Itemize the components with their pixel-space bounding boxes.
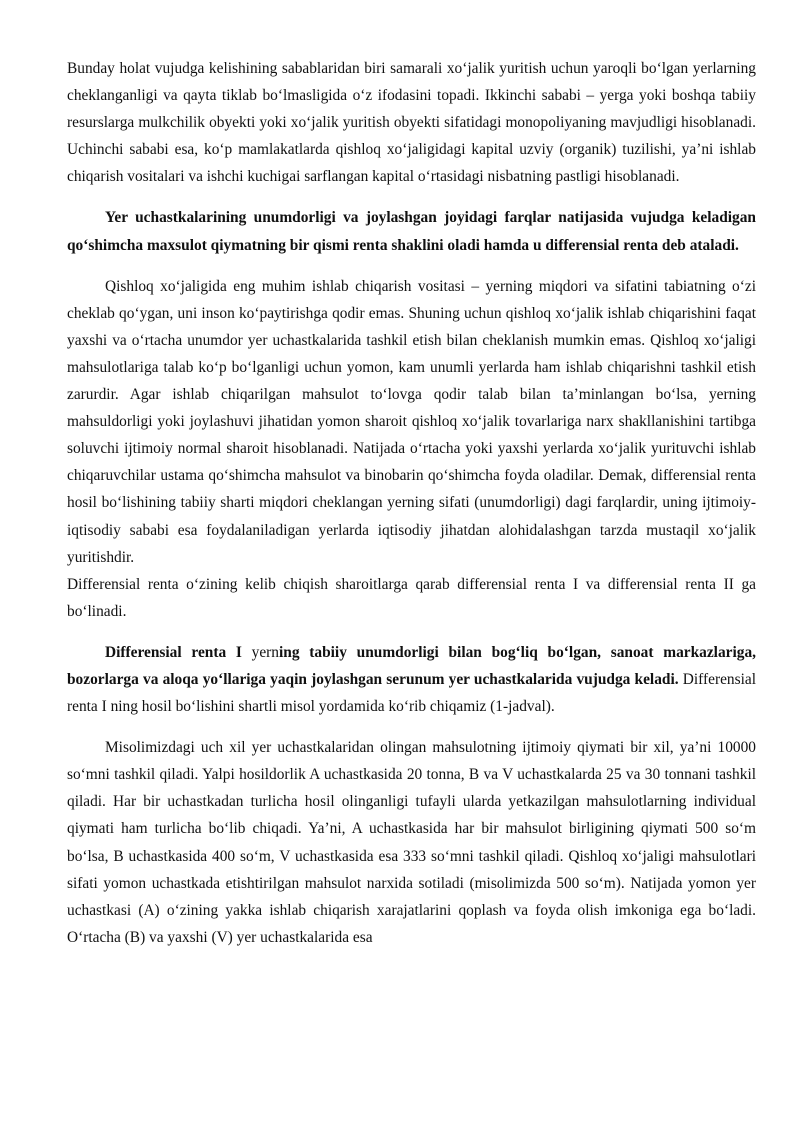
paragraph-renta-one — [67, 639, 756, 720]
paragraph-definition: Yer uchastkalarining unumdorligi va joylashgan joyidagi farqlar natijasida vujudga keladigan qo‘shimcha maxsulot qiymatning bir qismi renta shaklini oladi hamda u differensial renta deb ataladi. — [67, 209, 756, 254]
renta-one-fragment: yern — [251, 643, 279, 661]
renta-one-term: Differensial renta I — [105, 643, 252, 661]
paragraph-example: Misolimizdagi uch xil yer uchastkalaridan olingan mahsulotning ijtimoiy qiymati bir xil, ya’ni 10000 so‘mni tashkil qiladi. Yalpi hosildorlik A uchastkasida 20 tonna, B va V uchastkalarda 25 va 30 tonnani tashkil qiladi. Har bir uchastkadan turlicha hosil olinganligi tufayli ularda yetkazilgan mahsulotlarning individual qiymati ham turlicha bo‘lib chiqadi. Ya’ni, A uchastkasida har bir mahsulot birligining qiymati 500 so‘m bo‘lsa, B uchastkasida 400 so‘m, V uchastkasida esa 333 so‘mni tashkil qiladi. Qishloq xo‘jaligi mahsulotlari sifati yomon uchastkada etishtirilgan mahsulot narxida sotiladi (misolimizda 500 so‘m). Natijada yomon yer uchastkasi (A) o‘zining yakka ishlab chiqarish xarajatlarini qoplash va foyda olish imkoniga ega bo‘ladi. O‘rtacha (B) va yaxshi (V) yer uchastkalarida esa — [67, 739, 756, 946]
paragraph-body-tail: Differensial renta o‘zining kelib chiqish sharoitlarga qarab differensial renta I va differensial renta II ga bo‘linadi. — [67, 575, 756, 620]
paragraph-body-main: Qishloq xo‘jaligida eng muhim ishlab chiqarish vositasi – yerning miqdori va sifatini tabiatning o‘zi cheklab qo‘ygan, uni inson ko‘paytirishga qodir emas. Shuning uchun qishloq xo‘jalik ishlab chiqarishini faqat yaxshi va o‘rtacha unumdor yer uchastkalarida tashkil etish bilan cheklanish mumkin emas. Qishloq xo‘jaligi mahsulotlariga talab ko‘p bo‘lganligi uchun yomon, kam unumli yerlarda ham ishlab chiqarishni tashkil etish zarurdir. Agar ishlab chiqarilgan mahsulot to‘lovga qodir talab bilan ta’minlangan bo‘lsa, yerning mahsuldorligi yoki joylashuvi jihatidan yomon sharoit qishloq xo‘jalik tovarlariga narx shakllanishini tartibga soluvchi ijtimoiy normal sharoit hisoblanadi. Natijada o‘rtacha yoki yaxshi yerlarda xo‘jalik yurituvchi ishlab chiqaruvchilar ustama qo‘shimcha mahsulot va binobarin qo‘shimcha foyda oladilar. Demak, differensial renta hosil bo‘lishining tabiiy sharti miqdori cheklangan yerning sifati (unumdorligi) dagi farqlardir, uning ijtimoiy-iqtisodiy sababi esa foydalaniladigan yerlarda iqtisodiy jihatdan alohidalashgan tarzda mustaqil xo‘jalik yuritishdir. — [67, 277, 756, 566]
renta-one-definition: ing tabiiy unumdorligi bilan bog‘liq bo‘lgan, sanoat markazlariga, bozorlarga va aloqa yo‘llariga yaqin joylashgan serunum yer uchastkalarida vujudga keladi. — [67, 643, 756, 688]
paragraph-intro: Bunday holat vujudga kelishining sabablaridan biri samarali xo‘jalik yuritish uchun yaroqli bo‘lgan yerlarning cheklanganligi va qayta tiklab bo‘lmasligida o‘z ifodasini topadi. Ikkinchi sababi – yerga yoki boshqa tabiiy resurslarga mulkchilik obyekti yoki xo‘jalik yuritish obyekti sifatidagi monopoliyaning mavjudligi hisoblanadi. Uchinchi sababi esa, ko‘p mamlakatlarda qishloq xo‘jaligidagi kapital uzviy (organik) tuzilishi, ya’ni ishlab chiqarish vositalari va ishchi kuchigai sarflangan kapital o‘rtasidagi nisbatning pastligi hisoblanadi. — [67, 60, 756, 186]
paragraph-body — [67, 273, 756, 625]
renta-one-intro: Differensial renta I ning hosil bo‘lishini shartli misol yordamida ko‘rib chiqamiz (1-jadval). — [67, 670, 756, 716]
